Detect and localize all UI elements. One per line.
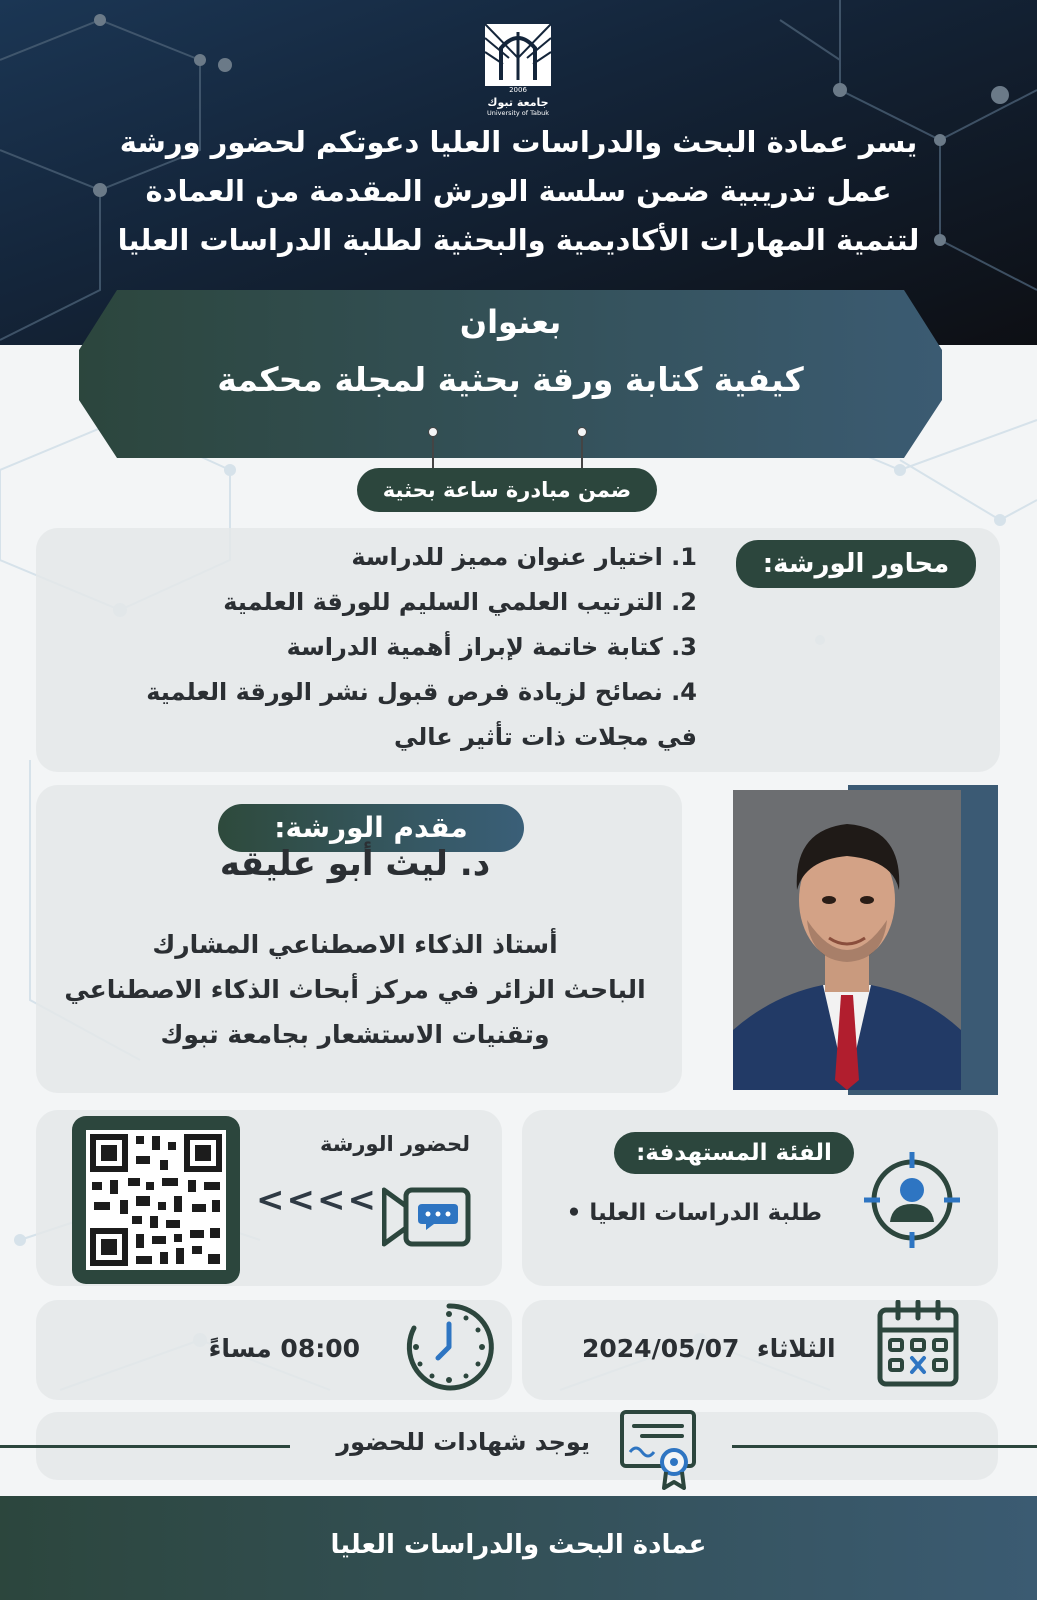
audience-label: الفئة المستهدفة: — [614, 1132, 854, 1174]
workshop-title: كيفية كتابة ورقة بحثية لمجلة محكمة — [217, 360, 804, 399]
title-connector — [432, 432, 434, 470]
presenter-title-line: وتقنيات الاستشعار بجامعة تبوك — [160, 1020, 550, 1049]
university-logo — [479, 18, 557, 117]
video-chat-container — [382, 1186, 472, 1254]
presenter-photo-frame — [700, 785, 998, 1095]
list-item: 3. كتابة خاتمة لإبراز أهمية الدراسة — [286, 633, 697, 661]
qr-code-icon[interactable] — [72, 1116, 240, 1284]
intro-line: يسر عمادة البحث والدراسات العليا دعوتكم لحضور ورشة — [119, 125, 918, 159]
presenter-title-line: أستاذ الذكاء الاصطناعي المشارك — [152, 930, 558, 959]
presenter-title — [40, 922, 670, 1057]
clock-icon — [402, 1300, 496, 1394]
certificate-container — [618, 1408, 700, 1494]
arrows-indicator: <<<< — [256, 1180, 378, 1220]
initiative-badge: ضمن مبادرة ساعة بحثية — [357, 468, 657, 512]
certificate-text: يوجد شهادات للحضور — [336, 1428, 590, 1456]
title-connector — [581, 432, 583, 470]
axes-label: محاور الورشة: — [736, 540, 976, 588]
time-value: 08:00 مساءً — [208, 1334, 360, 1363]
certificate-icon — [618, 1408, 700, 1490]
presenter-label: مقدم الورشة: — [218, 804, 524, 852]
title-label: بعنوان — [459, 303, 562, 341]
date-value — [582, 1334, 836, 1363]
presenter-photo — [733, 790, 961, 1090]
video-chat-icon — [382, 1186, 472, 1250]
attend-label: لحضور الورشة — [319, 1132, 470, 1156]
presenter-name: د. ليث أبو عليقه — [219, 844, 491, 884]
audience-value — [566, 1200, 822, 1226]
presenter-title-line: الباحث الزائر في مركز أبحاث الذكاء الاصطناعي — [64, 975, 646, 1004]
intro-text — [60, 118, 977, 265]
axes-list — [47, 535, 697, 760]
workshop-title-box — [79, 290, 942, 458]
audience-value-text: طلبة الدراسات العليا — [589, 1200, 822, 1226]
list-item: 2. الترتيب العلمي السليم للورقة العلمية — [223, 588, 697, 616]
footer-band — [0, 1496, 1037, 1600]
date-text: 2024/05/07 — [582, 1334, 740, 1363]
target-user-icon — [862, 1150, 962, 1250]
presenter-portrait — [733, 790, 961, 1090]
bullet-icon: • — [566, 1200, 582, 1226]
calendar-icon — [876, 1300, 960, 1388]
intro-line: عمل تدريبية ضمن سلسة الورش المقدمة من العمادة — [145, 174, 892, 208]
university-logo-icon — [479, 18, 557, 86]
calendar-container — [876, 1300, 960, 1392]
target-user-container — [862, 1150, 962, 1254]
logo-name-arabic: جامعة تبوك — [487, 96, 549, 109]
intro-line: لتنمية المهارات الأكاديمية والبحثية لطلبة الدراسات العليا — [117, 223, 920, 257]
footer-text: عمادة البحث والدراسات العليا — [330, 1530, 707, 1560]
qr-code-container[interactable] — [72, 1116, 240, 1284]
day-text: الثلاثاء — [756, 1334, 836, 1363]
logo-year: 2006 — [509, 86, 527, 94]
list-item: في مجلات ذات تأثير عالي — [393, 723, 697, 751]
clock-container — [402, 1300, 496, 1398]
divider-line — [0, 1445, 290, 1448]
list-item: 4. نصائح لزيادة فرص قبول نشر الورقة العلمية — [146, 678, 697, 706]
logo-name-english: University of Tabuk — [486, 109, 550, 117]
list-item: 1. اختيار عنوان مميز للدراسة — [351, 543, 697, 571]
divider-line — [732, 1445, 1037, 1448]
